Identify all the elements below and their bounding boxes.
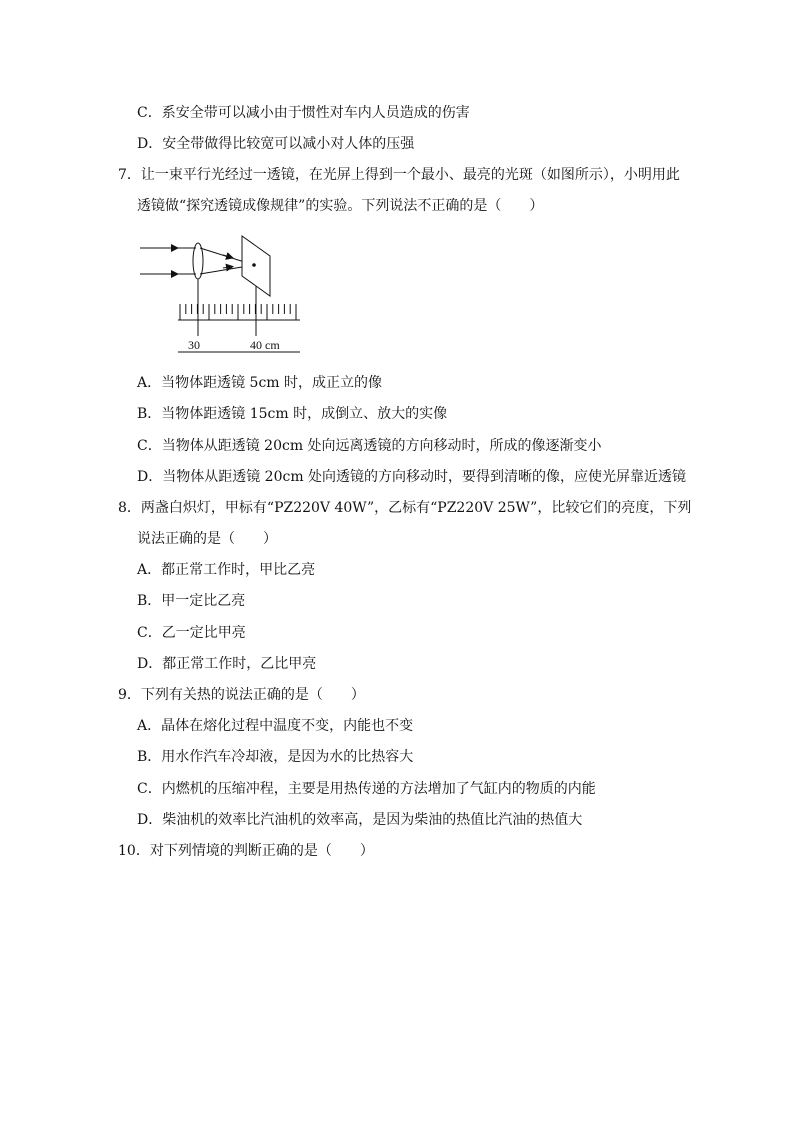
q7-option-a: A．当物体距透镜 5cm 时，成正立的像 bbox=[137, 375, 383, 391]
q9-option-c: C．内燃机的压缩冲程，主要是用热传递的方法增加了气缸内的物质的内能 bbox=[137, 781, 596, 797]
q8-option-c: C．乙一定比甲亮 bbox=[137, 625, 246, 641]
focus-spot bbox=[252, 263, 256, 267]
q6-option-d: D．安全带做得比较宽可以减小对人体的压强 bbox=[137, 136, 415, 152]
q9-option-a: A．晶体在熔化过程中温度不变，内能也不变 bbox=[137, 718, 414, 734]
q8-stem-line1: 8．两盏白炽灯，甲标有“PZ220V 40W”，乙标有“PZ220V 25W”，比较它们的亮度，下列 bbox=[118, 500, 692, 516]
ruler-ticks bbox=[180, 304, 296, 320]
q9-option-d: D．柴油机的效率比汽油机的效率高，是因为柴油的热值比汽油的热值大 bbox=[137, 812, 583, 828]
q7-option-c: C．当物体从距透镜 20cm 处向远离透镜的方向移动时，所成的像逐渐变小 bbox=[137, 438, 602, 454]
q9-option-b: B．用水作汽车冷却液，是因为水的比热容大 bbox=[137, 749, 414, 765]
q9-stem: 9．下列有关热的说法正确的是（ ） bbox=[118, 687, 365, 703]
q8-stem-line2: 说法正确的是（ ） bbox=[137, 531, 277, 547]
ruler-label-40: 40 cm bbox=[250, 338, 280, 352]
q7-stem-line1: 7．让一束平行光经过一透镜，在光屏上得到一个最小、最亮的光斑（如图所示），小明用此 bbox=[118, 167, 680, 183]
q8-option-b: B．甲一定比乙亮 bbox=[137, 593, 246, 609]
q10-stem: 10．对下列情境的判断正确的是（ ） bbox=[118, 843, 374, 859]
lens-focus-diagram bbox=[138, 228, 308, 358]
q7-stem-line2: 透镜做“探究透镜成像规律”的实验。下列说法不正确的是（ ） bbox=[137, 198, 544, 214]
q8-option-a: A．都正常工作时，甲比乙亮 bbox=[137, 562, 316, 578]
q7-option-d: D．当物体从距透镜 20cm 处向透镜的方向移动时，要得到清晰的像，应使光屏靠近透镜 bbox=[137, 469, 687, 485]
q7-option-b: B．当物体距透镜 15cm 时，成倒立、放大的实像 bbox=[137, 406, 448, 422]
ruler-label-30: 30 bbox=[188, 338, 200, 352]
q8-option-d: D．都正常工作时，乙比甲亮 bbox=[137, 656, 317, 672]
q6-option-c: C．系安全带可以减小由于惯性对车内人员造成的伤害 bbox=[137, 105, 470, 121]
